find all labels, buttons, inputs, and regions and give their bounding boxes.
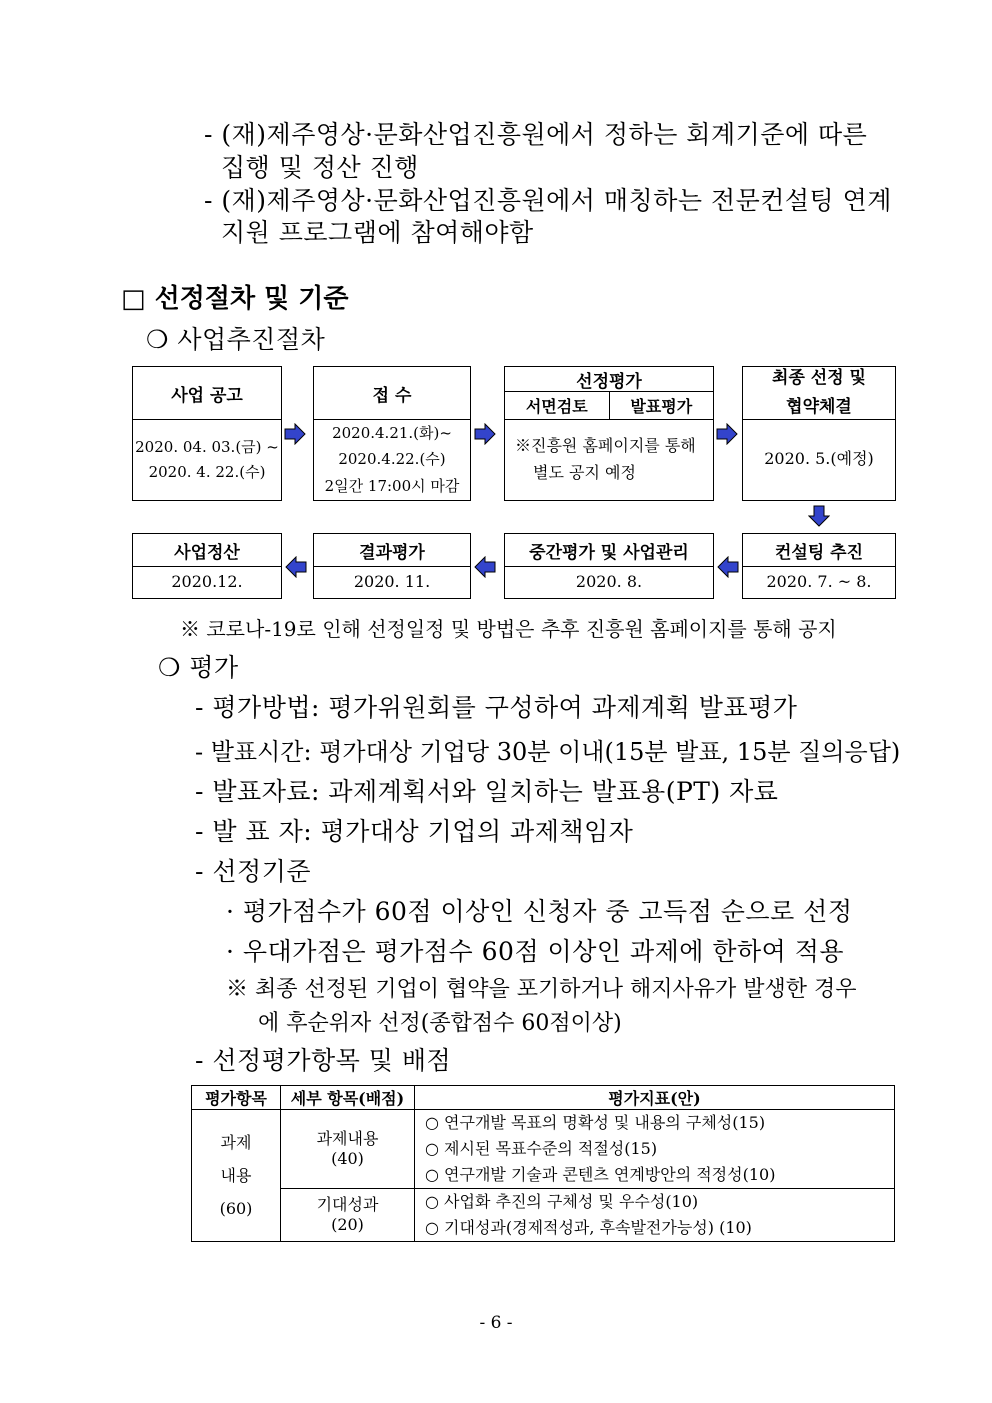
indicator-line: ○ 연구개발 기술과 콘텐츠 연계방안의 적정성(10)	[425, 1165, 776, 1184]
intro-line-3: - (재)제주영상·문화산업진흥원에서 매칭하는 전문컨설팅 연계	[204, 186, 892, 215]
eval-method: - 평가방법: 평가위원회를 구성하여 과제계획 발표평가	[195, 693, 798, 722]
sub-item-line: 기대성과	[316, 1195, 379, 1214]
step-date: 2020.4.21.(화)~	[332, 424, 452, 443]
table-category	[192, 1110, 281, 1242]
arrow-right-icon	[284, 423, 306, 445]
arrow-right-icon	[474, 423, 496, 445]
subsection-process: ❍ 사업추진절차	[146, 325, 326, 354]
step-date: 2020. 04. 03.(금) ~	[135, 437, 279, 456]
intro-line-2: 집행 및 정산 진행	[221, 153, 419, 182]
process-step-settlement	[132, 533, 282, 599]
section-title: □ 선정절차 및 기준	[121, 284, 349, 314]
step-title: 사업정산	[133, 534, 281, 567]
eval-material: - 발표자료: 과제계획서와 일치하는 발표용(PT) 자료	[195, 777, 779, 806]
category-line: 내용	[220, 1166, 252, 1185]
process-step-final-selection	[742, 366, 896, 501]
step-title: 접 수	[314, 367, 470, 420]
step-date: 2020. 5.(예정)	[764, 449, 874, 469]
indicator-line: ○ 제시된 목표수준의 적절성(15)	[425, 1139, 658, 1158]
table-sub-item	[281, 1110, 415, 1189]
arrow-down-icon	[808, 505, 830, 527]
intro-line-4: 지원 프로그램에 참여해야함	[221, 218, 534, 247]
process-notice: ※ 코로나-19로 인해 선정일정 및 방법은 추후 진흥원 홈페이지를 통해 공지	[180, 617, 837, 641]
category-line: 과제	[220, 1133, 252, 1152]
step-date: 2020. 11.	[353, 571, 431, 591]
sub-item-line: (20)	[331, 1215, 364, 1234]
criteria-item: · 우대가점은 평가점수 60점 이상인 과제에 한하여 적용	[226, 937, 845, 966]
sub-item-line: 과제내용	[316, 1129, 379, 1148]
evaluation-table	[191, 1085, 895, 1242]
arrow-left-icon	[717, 556, 739, 578]
table-header: 평가지표(안)	[415, 1086, 895, 1110]
step-date: 2020. 7. ~ 8.	[766, 571, 872, 591]
category-line: (60)	[219, 1199, 253, 1218]
indicator-line: ○ 연구개발 목표의 명확성 및 내용의 구체성(15)	[425, 1113, 766, 1132]
step-title: 선정평가	[505, 367, 713, 392]
indicator-line: ○ 기대성과(경제적성과, 후속발전가능성) (10)	[425, 1218, 752, 1237]
eval-time: - 발표시간: 평가대상 기업당 30분 이내(15분 발표, 15분 질의응답)	[195, 738, 901, 766]
step-date: 2020. 8.	[575, 571, 643, 591]
eval-presenter: - 발 표 자: 평가대상 기업의 과제책임자	[195, 817, 634, 846]
step-sub-presentation: 발표평가	[630, 396, 693, 416]
step-title: 사업 공고	[133, 367, 281, 420]
indicator-line: ○ 사업화 추진의 구체성 및 우수성(10)	[425, 1192, 699, 1211]
step-title: 최종 선정 및	[772, 368, 866, 389]
step-sub-document-review: 서면검토	[505, 391, 610, 419]
step-date: 2020. 4. 22.(수)	[148, 462, 266, 481]
process-step-selection-evaluation	[504, 366, 714, 501]
subsection-evaluation: ❍ 평가	[158, 653, 239, 682]
arrow-left-icon	[285, 556, 307, 578]
arrow-right-icon	[716, 423, 738, 445]
table-indicators	[415, 1110, 895, 1189]
step-note: ※진흥원 홈페이지를 통해	[515, 436, 696, 456]
intro-line-1: - (재)제주영상·문화산업진흥원에서 정하는 회계기준에 따른	[204, 120, 868, 149]
process-step-result-evaluation	[313, 533, 471, 599]
process-step-interim-evaluation	[504, 533, 714, 599]
table-header: 평가항목	[192, 1086, 281, 1110]
table-header: 세부 항목(배점)	[281, 1086, 415, 1110]
step-date: 2020.4.22.(수)	[338, 450, 446, 469]
step-title: 협약체결	[786, 397, 852, 417]
process-step-announcement	[132, 366, 282, 501]
table-sub-item	[281, 1189, 415, 1242]
process-step-reception	[313, 366, 471, 501]
criteria-item: · 평가점수가 60점 이상인 신청자 중 고득점 순으로 선정	[226, 897, 853, 926]
step-title: 중간평가 및 사업관리	[505, 534, 713, 567]
step-title: 컨설팅 추진	[743, 534, 895, 567]
step-date: 2020.12.	[171, 571, 243, 591]
page-number: - 6 -	[479, 1313, 513, 1333]
criteria-note: ※ 최종 선정된 기업이 협약을 포기하거나 해지사유가 발생한 경우	[226, 977, 857, 1002]
sub-item-line: (40)	[331, 1149, 364, 1168]
step-title: 결과평가	[314, 534, 470, 567]
arrow-left-icon	[474, 556, 496, 578]
process-step-consulting	[742, 533, 896, 599]
criteria-note: 에 후순위자 선정(종합점수 60점이상)	[258, 1011, 622, 1036]
step-note: 별도 공지 예정	[533, 462, 636, 482]
step-date: 2일간 17:00시 마감	[324, 476, 460, 495]
eval-items: - 선정평가항목 및 배점	[195, 1046, 452, 1075]
table-indicators	[415, 1189, 895, 1242]
eval-criteria: - 선정기준	[195, 857, 311, 886]
